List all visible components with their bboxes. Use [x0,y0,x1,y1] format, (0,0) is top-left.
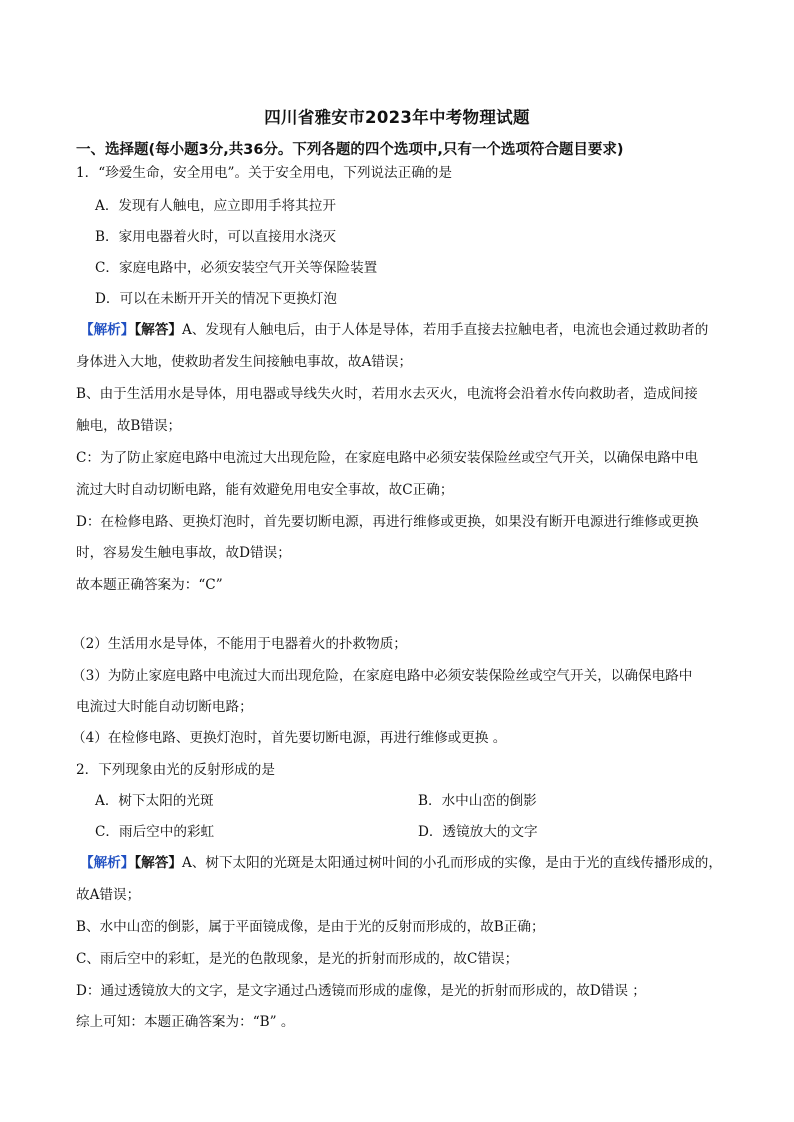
q2-analysis-line-4: C、雨后空中的彩虹，是光的色散现象，是光的折射而形成的，故C错误； [76,951,519,967]
q1-analysis-line-2: 身体进入大地，使救助者发生间接触电事故，故A错误； [76,354,413,370]
q1-analysis-line-3: B、由于生活用水是导体，用电器或导线失火时，若用水去灭火，电流将会沿着水传向救助者，造成间接 [76,386,698,402]
q2-option-c: C．雨后空中的彩虹 [95,824,215,840]
q2-analysis-tag: 【解析】 [80,855,135,871]
q1-analysis-line-6: 流过大时自动切断电路，能有效避免用电安全事故，故C正确； [76,482,454,498]
q1-analysis-line-5: C：为了防止家庭电路中电流过大出现危险，在家庭电路中必须安装保险丝或空气开关，以确保电路中电 [76,450,699,466]
q1-option-a: A．发现有人触电，应立即用手将其拉开 [95,198,336,214]
q1-note-4: （4）在检修电路、更换灯泡时，首先要切断电源，再进行维修或更换 。 [72,730,507,746]
q2-analysis-line-1 [80,853,722,873]
q1-analysis-text: A、发现有人触电后，由于人体是导体，若用手直接去拉触电者，电流也会通过救助者的 [181,322,709,338]
q2-option-d: D．透镜放大的文字 [418,824,538,840]
q1-option-b: B．家用电器着火时，可以直接用水浇灭 [95,229,337,245]
section-heading: 一、选择题(每小题3分,共36分。下列各题的四个选项中,只有一个选项符合题目要求) [76,142,624,158]
q2-analysis-line-6: 综上可知：本题正确答案为：“B” 。 [76,1014,295,1030]
q1-option-c: C．家庭电路中，必须安装空气开关等保险装置 [95,260,378,276]
q2-analysis-line-5: D：通过透镜放大的文字，是文字通过凸透镜而形成的虚像，是光的折射而形成的，故D错误 ； [76,983,646,999]
q1-stem: 1．“珍爱生命，安全用电”。关于安全用电，下列说法正确的是 [76,165,452,181]
q1-analysis-line-9: 故本题正确答案为：“C” [76,577,223,593]
q1-analysis-line-1 [80,320,708,340]
q2-analysis-line-3: B、水中山峦的倒影，属于平面镜成像，是由于光的反射而形成的，故B正确； [76,919,545,935]
q2-option-b: B．水中山峦的倒影 [418,793,537,809]
q1-answer-tag: 【解答】 [134,322,182,338]
q1-note-3-cont: 电流过大时能自动切断电路； [76,699,253,715]
q2-analysis-text: A、树下太阳的光斑是太阳通过树叶间的小孔而形成的实像，是由于光的直线传播形成的， [181,855,722,871]
q1-analysis-line-4: 触电，故B错误； [76,418,182,434]
page-title: 四川省雅安市2023年中考物理试题 [264,108,530,127]
q2-analysis-line-2: 故A错误； [76,887,141,903]
q2-option-a: A．树下太阳的光斑 [95,793,214,809]
q1-option-d: D．可以在未断开开关的情况下更换灯泡 [95,291,337,307]
q1-analysis-line-8: 时，容易发生触电事故，故D错误； [76,545,291,561]
q1-analysis-tag: 【解析】 [80,322,135,338]
q2-stem: 2．下列现象由光的反射形成的是 [76,762,275,778]
q1-analysis-line-7: D：在检修电路、更换灯泡时，首先要切断电源，再进行维修或更换，如果没有断开电源进行维修或更换 [76,514,699,530]
q1-note-3: （3）为防止家庭电路中电流过大而出现危险，在家庭电路中必须安装保险丝或空气开关，以确保电路中 [72,668,693,684]
q2-answer-tag: 【解答】 [134,855,182,871]
q1-note-2: （2）生活用水是导体，不能用于电器着火的扑救物质； [72,636,407,652]
